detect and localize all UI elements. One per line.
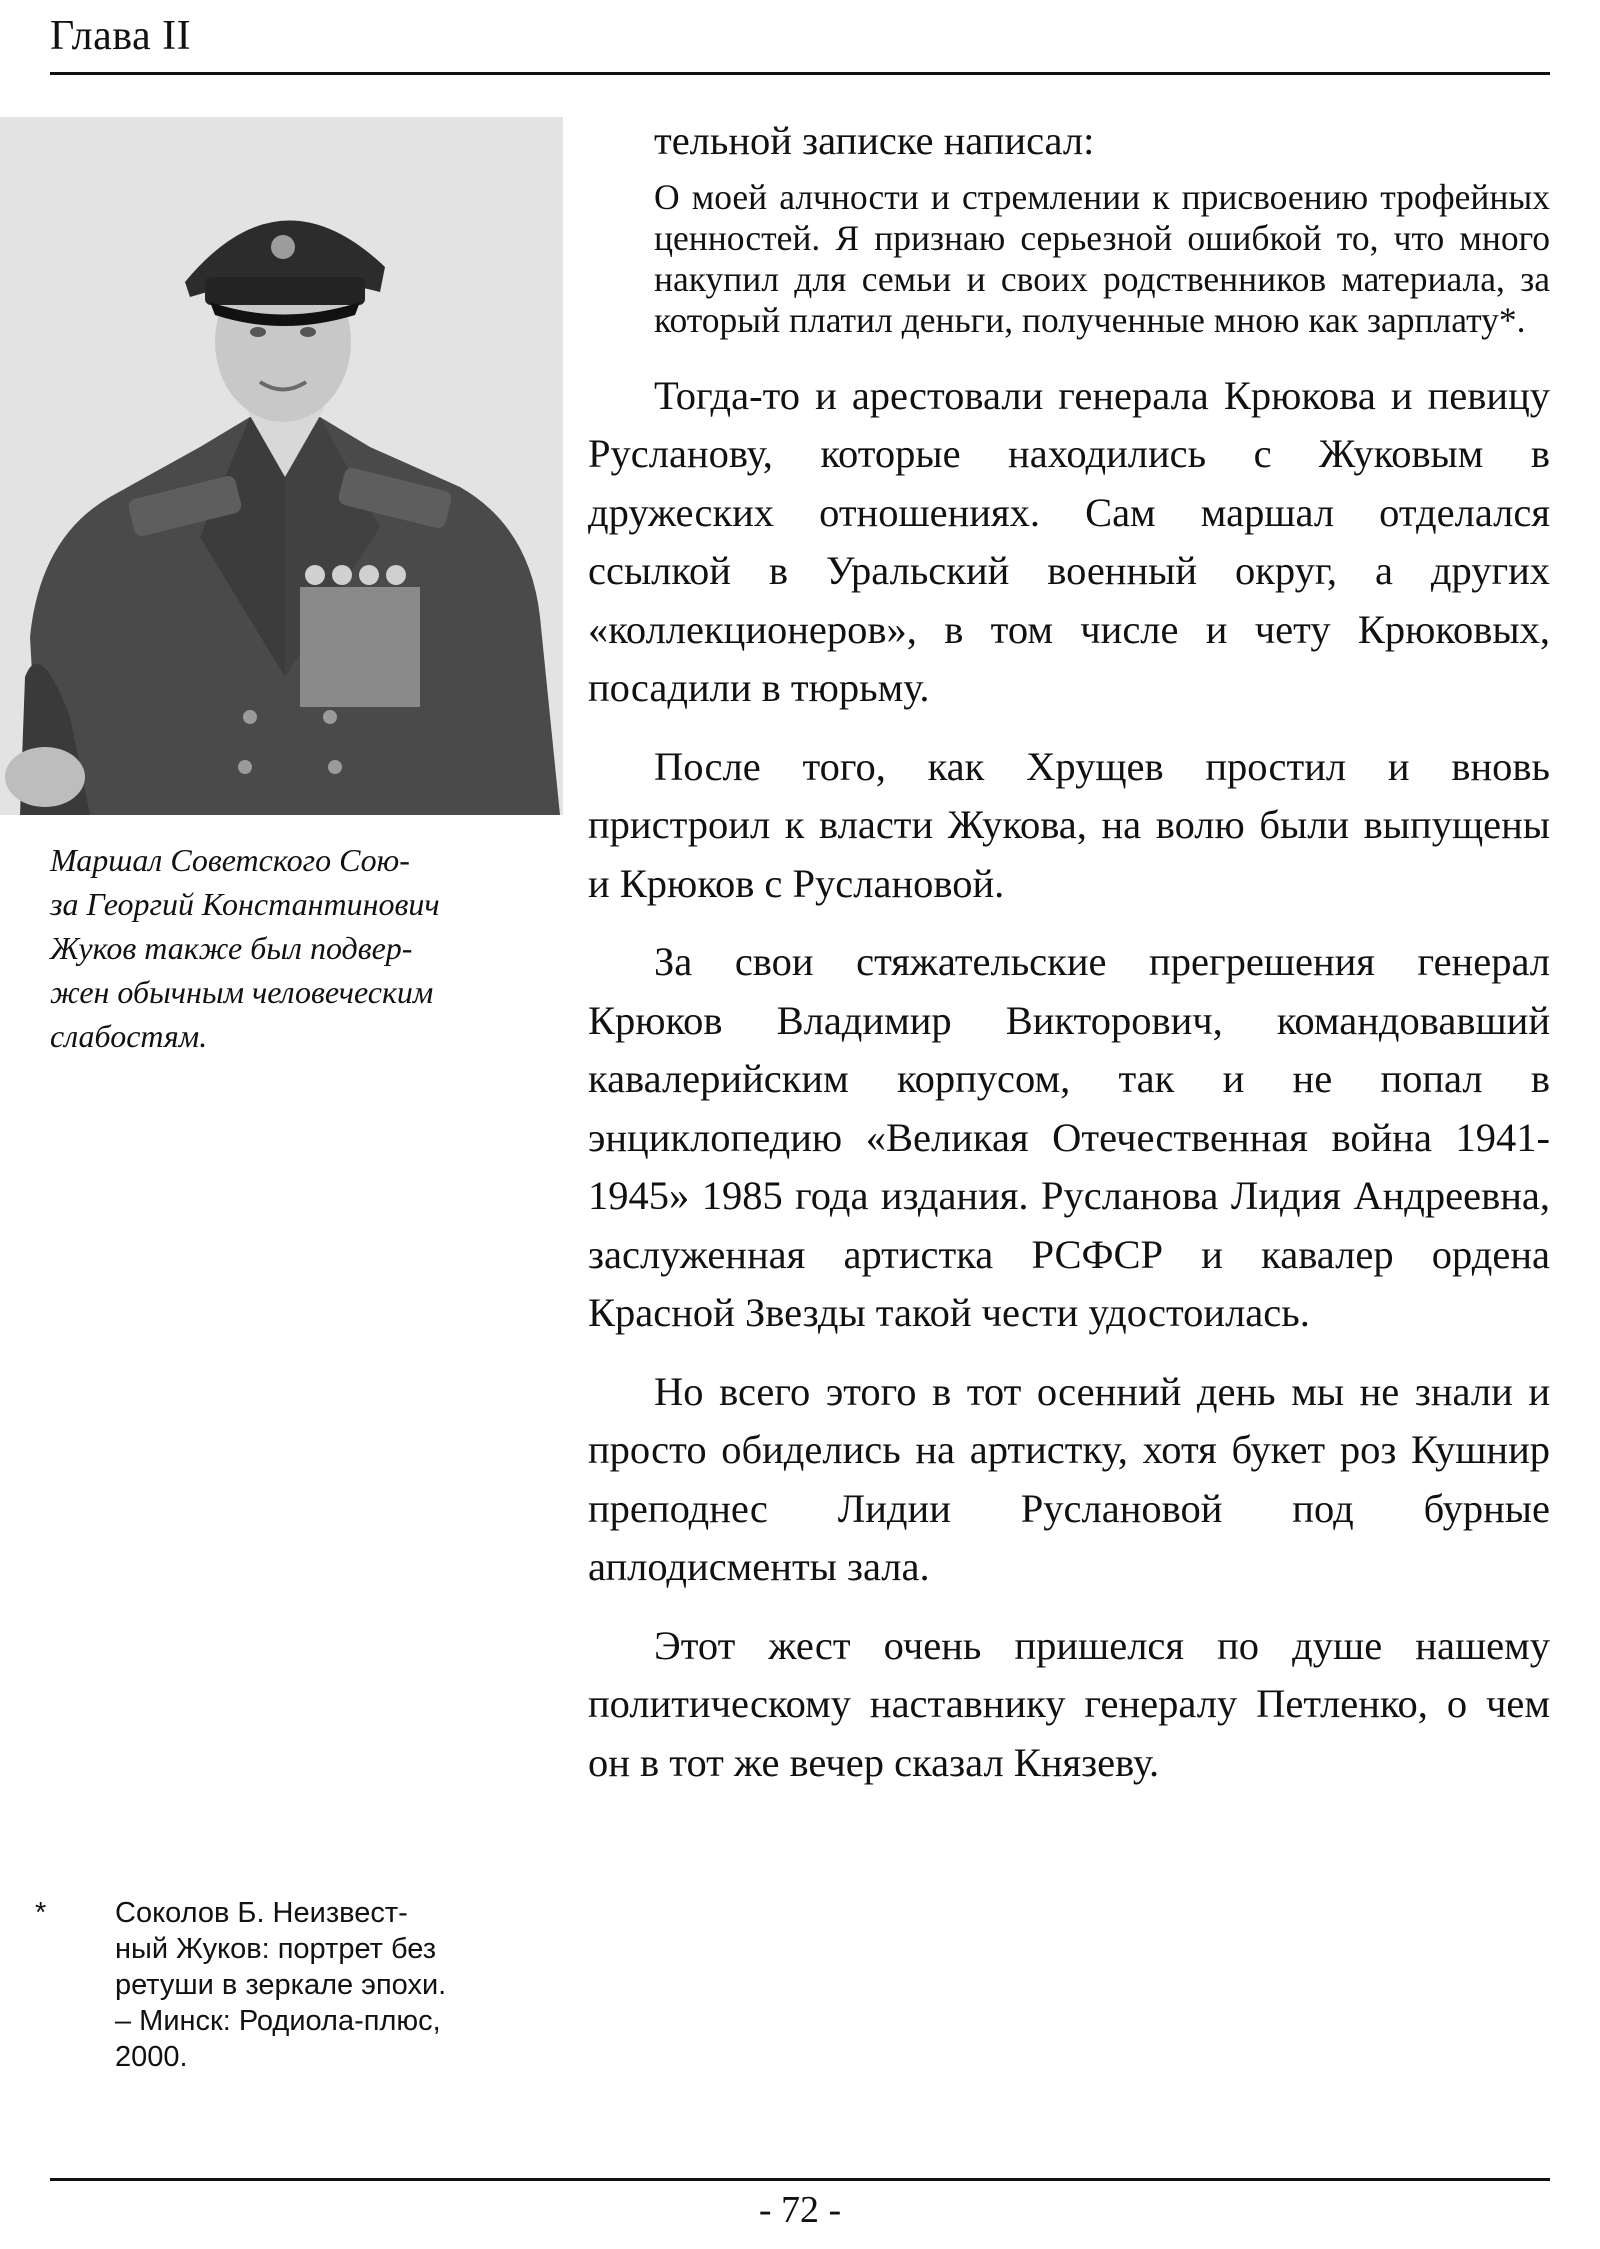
paragraph: За свои стяжательские прегрешения генерал Крюков Владимир Викторович, командовавший кавалерийским корпусом, так и не попал в энциклопедию «Великая Отечественная война 1941-1945» 1985 года издания. Русланова Лидия Андреевна, заслуженная артистка РСФСР и кавалер ордена Красной Звезды такой чести удостоилась. [588, 939, 1550, 1335]
quote: О моей алчности и стремлении к присвоению трофейных ценностей. Я признаю серьезной ошибкой то, что много накупил для семьи и своих родственников материала, за который платил деньги, полученные мною как зарплату*. [654, 176, 1550, 340]
footnote-mark: * [35, 1897, 47, 1929]
header-rule [50, 72, 1550, 75]
intro-line: тельной записке написал: [654, 118, 1095, 163]
paragraph: Этот жест очень пришелся по душе нашему политическому наставнику генералу Петленко, о чем он в тот же вечер сказал Князеву. [588, 1622, 1550, 1785]
footnote-text: Соколов Б. Неизвест- ный Жуков: портрет без ретуши в зеркале эпохи. – Минск: Родиола-плюс, 2000. [115, 1897, 447, 2073]
footer-rule [50, 2178, 1550, 2181]
portrait-photo [0, 117, 563, 815]
chapter-title: Глава II [50, 13, 192, 59]
main-text [588, 112, 1550, 1812]
paragraph: После того, как Хрущев простил и вновь пристроил к власти Жукова, на волю были выпущены и Крюков с Руслановой. [588, 743, 1550, 906]
page-number: - 72 - [758, 2189, 842, 2231]
paragraph: Но всего этого в тот осенний день мы не знали и просто обиделись на артистку, хотя букет роз Кушнир преподнес Лидии Руслановой под бурные аплодисменты зала. [588, 1368, 1550, 1589]
photo-caption: Маршал Советского Сою- за Георгий Константинович Жуков также был подвер- жен обычным человеческим слабостям. [50, 842, 440, 1054]
paragraph: Тогда-то и арестовали генерала Крюкова и певицу Русланову, которые находились с Жуковым в дружеских отношениях. Сам маршал отделался ссылкой в Уральский военный округ, а других «коллекционеров», в том числе и чету Крюковых, посадили в тюрьму. [588, 372, 1550, 710]
